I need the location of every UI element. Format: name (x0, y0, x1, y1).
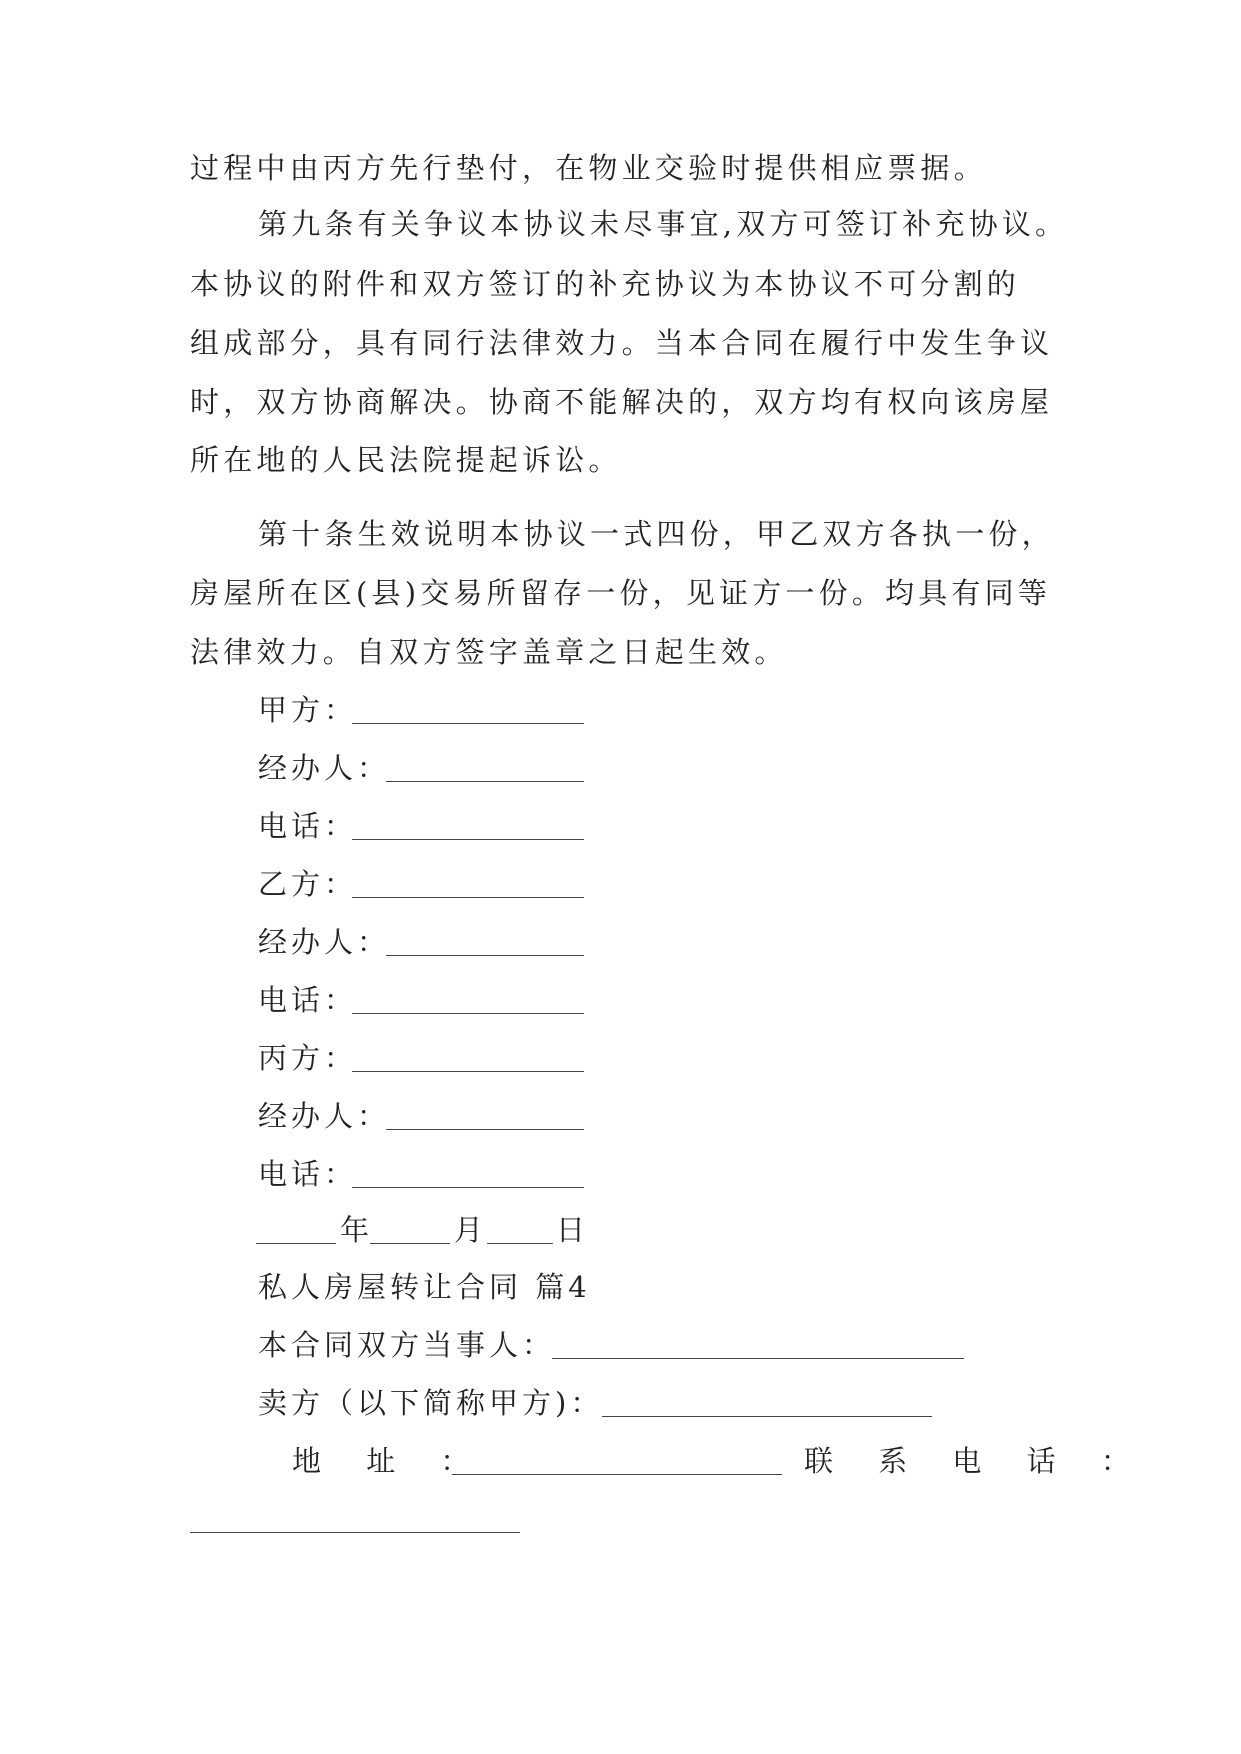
month-blank[interactable] (370, 1243, 450, 1244)
party-a-blank[interactable] (352, 723, 584, 724)
paragraph-line: 本协议的附件和双方签订的补充协议为本协议不可分割的 (190, 267, 1021, 301)
year-blank[interactable] (256, 1243, 336, 1244)
phone-blank[interactable] (190, 1532, 520, 1533)
phone-b-label: 电话： (258, 983, 358, 1017)
agent-b-label: 经办人： (258, 925, 391, 959)
paragraph-line: 过程中由丙方先行垫付，在物业交验时提供相应票据。 (190, 151, 987, 185)
article-9-line: 第九条有关争议本协议未尽事宜,双方可签订补充协议。 (258, 207, 1069, 241)
agent-c-blank[interactable] (386, 1129, 584, 1130)
phone-a-blank[interactable] (352, 839, 584, 840)
paragraph-line: 时，双方协商解决。协商不能解决的，双方均有权向该房屋 (190, 385, 1054, 419)
seller-blank[interactable] (602, 1416, 932, 1417)
agent-b-blank[interactable] (386, 955, 584, 956)
article-10-line: 第十条生效说明本协议一式四份，甲乙双方各执一份， (258, 517, 1055, 551)
party-c-blank[interactable] (352, 1071, 584, 1072)
year-label: 年 (340, 1213, 374, 1247)
phone-a-label: 电话： (258, 809, 358, 843)
phone-b-blank[interactable] (352, 1013, 584, 1014)
parties-blank[interactable] (552, 1358, 964, 1359)
paragraph-line: 组成部分，具有同行法律效力。当本合同在履行中发生争议 (190, 326, 1054, 360)
phone-c-label: 电话： (258, 1157, 358, 1191)
day-blank[interactable] (487, 1243, 553, 1244)
party-c-label: 丙方： (258, 1041, 358, 1075)
paragraph-line: 法律效力。自双方签字盖章之日起生效。 (190, 635, 788, 669)
parties-label: 本合同双方当事人： (258, 1328, 556, 1362)
party-a-label: 甲方： (258, 693, 358, 727)
address-blank[interactable] (452, 1474, 782, 1475)
month-label: 月 (454, 1213, 488, 1247)
phone-label: 联 系 电 话 ： (804, 1444, 1148, 1478)
paragraph-line: 房屋所在区(县)交易所留存一份，见证方一份。均具有同等 (190, 576, 1052, 610)
agent-a-label: 经办人： (258, 751, 391, 785)
day-label: 日 (556, 1213, 590, 1247)
party-b-label: 乙方： (258, 867, 358, 901)
agent-c-label: 经办人： (258, 1099, 391, 1133)
paragraph-line: 所在地的人民法院提起诉讼。 (190, 443, 622, 477)
address-label: 地 址 ： (292, 1444, 488, 1478)
section-title: 私人房屋转让合同 篇4 (258, 1270, 591, 1304)
seller-label: 卖方（以下简称甲方)： (258, 1386, 604, 1420)
phone-c-blank[interactable] (352, 1187, 584, 1188)
agent-a-blank[interactable] (386, 781, 584, 782)
party-b-blank[interactable] (352, 897, 584, 898)
